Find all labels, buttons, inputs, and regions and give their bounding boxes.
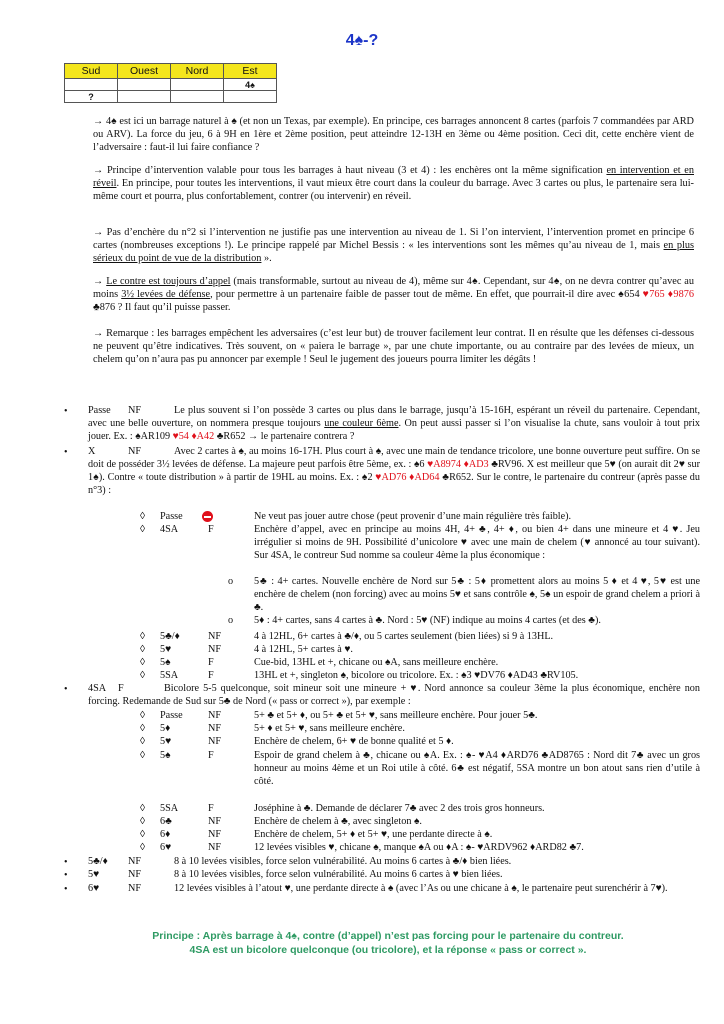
text: ♣RV96. X est meilleur que 5♥ (on aurait dit 2♥ sur 1♠). Contre « toute distribution » à partir de 19HL au moins. Ex. : ♠2 [88,459,700,483]
bid: 5SA [160,803,179,814]
auction-table [64,63,277,103]
response-type: F [208,524,214,535]
text: ». [261,253,272,265]
response-type: NF [128,869,142,880]
red-suit-text: ♥54 ♦A42 [172,431,215,442]
header-ouest: Ouest [118,64,171,79]
item-text: Bicolore 5-5 quelconque, soit mineur soit une mineure + ♥. Nord annonce sa couleur 3ème la plus économique, enchère non forcing. Redemande de Sud sur 5♣ de Nord (« pass or correct »), par exemple : [88,683,700,707]
text: → Principe d’intervention valable pour tous les barrages à haut niveau (3 et 4) : les enchères ont la même signification [93,165,607,176]
response-type: NF [208,710,222,721]
page-title: 4♠-? [345,32,379,49]
cell [224,91,277,103]
diamond-marker: ◊ [140,670,146,681]
bid: 6♥ [88,883,100,894]
paragraph-5: → Remarque : les barrages empêchent les adversaires (c’est leur but) de trouver facilement leur contrat. Il en résulte que les défenses ci-dessous ne peuvent qu’être indicatives. Très souvent, on « paiera le barrage », par une chute importante, ou au contraire par des levées de mieux, un chelem qu’on n’aura pas pu annoncer par exemple ! Seul le jugement des joueurs pourra limiter les dégâts ! [93,328,694,366]
response-type: F [208,670,214,681]
underlined-text: 3½ levées de défense [121,289,211,301]
cell [65,79,118,91]
item-text: 4 à 12HL, 6+ cartes à ♣/♦, ou 5 cartes seulement (bien liées) si 9 à 13HL. [254,631,554,642]
bid: 5♠ [160,657,171,668]
item-text: Enchère de chelem, 6+ ♥ de bonne qualité et 5 ♦. [254,736,454,747]
response-type: NF [208,829,222,840]
item-text: 8 à 10 levées visibles, force selon vulnérabilité. Au moins 6 cartes à ♥ bien liées. [174,869,503,880]
bid: Passe [160,710,183,721]
cell-sud-question: ? [65,91,118,103]
bid: 5♣/♦ [160,631,180,642]
cell [171,91,224,103]
diamond-marker: ◊ [140,736,146,747]
underlined-text: une couleur 6ème [324,418,399,429]
principle-line-1: Principe : Après barrage à 4♠, contre (d’appel) n’est pas forcing pour le partenaire du contreur. [152,930,624,942]
item-text: 5♦ : 4+ cartes, sans 4 cartes à ♣. Nord : 5♥ (NF) indique au moins 4 cartes (et des ♣). [254,615,601,626]
bid: 5♥ [160,644,172,655]
diamond-marker: ◊ [140,524,146,535]
bid: Passe [160,511,183,522]
diamond-marker: ◊ [140,710,146,721]
text: ♣R652. Sur le contre, le partenaire du contreur (après passe du n°3) : [88,472,700,496]
text: Avec 2 cartes à ♠, au moins 16-17H. Plus court à ♠, avec une main de tendance tricolore, une bonne ouverture peut suffire. On se doit de posséder 3½ levées de défense. La majeure peut parfois être 5ème, ex. : ♠6 [88,446,700,470]
circle-marker: o [228,615,234,626]
response-type: NF [128,856,142,867]
red-suit-text: ♥AD76 ♦AD64 [375,472,440,483]
text: , pour permettre à un partenaire faible de passer tout de même. En effet, que pourrait-il dire avec ♠654 [210,289,643,301]
item-text: 12 levées visibles à l’atout ♥, une perdante directe à ♠ (avec l’As ou une chicane à ♠, le partenaire peut surenchérir à 7♥). [174,883,668,894]
text: ♣R652 → le partenaire contrera ? [214,431,355,442]
text: Le plus souvent si l’on possède 3 cartes ou plus dans le barrage, jusqu’à 15-16H, espérant un réveil du partenaire. Cependant, avec une belle ouverture, on nommera presque toujours [88,405,700,429]
diamond-marker: ◊ [140,657,146,668]
response-type: NF [208,644,222,655]
bid: 5♠ [160,750,171,761]
item-text: 13HL et +, singleton ♠, bicolore ou tricolore. Ex. : ♠3 ♥DV76 ♦AD43 ♣RV105. [254,670,579,681]
paragraph-1: → 4♠ est ici un barrage naturel à ♠ (et non un Texas, par exemple). En principe, ces barrages annoncent 8 cartes (parfois 7 commandées par ARD ou ARV). La force du jeu, 6 à 9H en 1ère et 2ème position, peut atteindre 12-13H en 3ème ou 4ème position. Ceci dit, cette enchère vient de l’adversaire : faut-il lui faire confiance ? [93,116,694,154]
cell-est-bid: 4♠ [224,79,277,91]
item-text [88,445,700,497]
item-text: Joséphine à ♣. Demande de déclarer 7♣ avec 2 des trois gros honneurs. [254,803,545,814]
response-type: NF [208,842,222,853]
diamond-marker: ◊ [140,842,146,853]
bid: 5♥ [88,869,100,880]
text: (mais transformable, surtout au niveau de 4), même sur 4♠. Cependant, sur 4♠, on ne devra contrer qu’avec au moins [93,276,695,301]
text: → [93,276,107,287]
response-type: NF [208,631,222,642]
paragraph-2 [93,164,694,204]
diamond-marker: ◊ [140,631,146,642]
diamond-marker: ◊ [140,723,146,734]
bid: X [88,446,96,457]
red-suit-text: ♥765 ♦9876 [642,289,695,301]
header-est: Est [224,64,277,79]
response-type: F [208,803,214,814]
bullet: • [64,684,68,695]
response-type: F [208,750,214,761]
bid: Passe [88,405,111,416]
principle-line-2: 4SA est un bicolore quelconque (ou tricolore), et la réponse « pass or correct ». [189,944,587,956]
response-type: NF [208,736,222,747]
item-text [88,404,700,443]
item-text: 5♣ : 4+ cartes. Nouvelle enchère de Nord sur 5♣ : 5♦ promettent alors au moins 5 ♦ et 4 ♥, 5♥ est une enchère de chelem (non forcing) avec au moins 5♥ et sans contrôle ♠, 5♠ un espoir de grand chelem a priori à ♣. [254,576,700,613]
principle-box [64,929,712,957]
bid: 5♥ [160,736,172,747]
item-text: Ne veut pas jouer autre chose (peut provenir d’une main régulière très faible). [254,511,572,522]
underlined-text: en intervention et en réveil [93,165,694,190]
item-text: Enchère d’appel, avec en principe au moins 4H, 4+ ♣, 4+ ♦, ou bien 4+ dans une mineure et 4 ♥. Jeu irrégulier si moins de 9H. Possibilité d’unicolore ♥ avec une main de chelem (♥ annoncé au tour suivant). Sur 4SA, le contreur Sud nomme sa couleur 4ème la plus économique : [254,524,700,561]
circle-marker: o [228,576,234,587]
bid: 6♦ [160,829,171,840]
bid: 6♣ [160,816,172,827]
bid: 5♣/♦ [88,856,108,867]
text: . On peut aussi passer si l’on visualise la chute, sans vouloir à tout prix jouer. Ex. : ♠AR109 [88,418,700,442]
underlined-text: Le contre est toujours d’appel [106,276,231,287]
bid: 5♦ [160,723,171,734]
item-text: 12 levées visibles ♥, chicane ♠, manque ♠A ou ♦A : ♠- ♥ARDV962 ♦ARD82 ♣7. [254,842,584,853]
bullet: • [64,870,68,881]
header-sud: Sud [65,64,118,79]
text: ♣876 ? Il faut qu’il puisse passer. [93,302,231,314]
text: → Pas d’enchère du n°2 si l’intervention ne justifie pas une intervention au niveau de 1. Si l’on intervient, l’intervention promet en principe 6 cartes (nombreuses exceptions !). Le principe rappelé par Michel Bessis : « les interventions sont les mêmes qu’au niveau de 1, mais [93,227,694,252]
diamond-marker: ◊ [140,750,146,761]
bid: 4SA [160,524,179,535]
item-text: Cue-bid, 13HL et +, chicane ou ♠A, sans meilleure enchère. [254,657,499,668]
response-type: F [118,683,124,694]
cell [171,79,224,91]
header-nord: Nord [171,64,224,79]
text: . En principe, pour toutes les interventions, il vaut mieux être court dans la couleur du barrage. Avec 3 cartes ou plus, le partenaire sera lui-même court et pourra, plus confortablement, contrer (ou intervenir) en réveil. [93,178,694,203]
response-type: NF [128,883,142,894]
bid: 4SA [88,683,107,694]
bullet: • [64,447,68,458]
red-suit-text: ♥A8974 ♦AD3 [427,459,489,470]
response-type: F [208,657,214,668]
bullet: • [64,406,68,417]
diamond-marker: ◊ [140,644,146,655]
bid: 5SA [160,670,179,681]
paragraph-3 [93,226,694,266]
item-text: Enchère de chelem à ♣, avec singleton ♠. [254,816,422,827]
item-text: Enchère de chelem, 5+ ♦ et 5+ ♥, une perdante directe à ♠. [254,829,493,840]
response-type: NF [208,723,222,734]
diamond-marker: ◊ [140,803,146,814]
response-type: NF [128,405,142,416]
item-text: 8 à 10 levées visibles, force selon vulnérabilité. Au moins 6 cartes à ♣/♦ bien liées. [174,856,512,867]
item-text: 5+ ♦ et 5+ ♥, sans meilleure enchère. [254,723,405,734]
bid: 6♥ [160,842,172,853]
diamond-marker: ◊ [140,816,146,827]
response-type: NF [128,446,142,457]
item-text: Espoir de grand chelem à ♣, chicane ou ♠A. Ex. : ♠- ♥A4 ♦ARD76 ♣AD8765 : Nord dit 7♣ avec un gros honneur au moins 4ème et un Roi utile à côté. 6♣ est négatif, 5SA montre un bon atout sans rien d’utile à côté. [254,750,700,787]
item-text: 4 à 12HL, 5+ cartes à ♥. [254,644,353,655]
bullet: • [64,857,68,868]
cell [118,79,171,91]
diamond-marker: ◊ [140,511,146,522]
diamond-marker: ◊ [140,829,146,840]
underlined-text: en plus sérieux du point de vue de la distribution [93,240,694,265]
bullet: • [64,884,68,895]
cell [118,91,171,103]
response-type: NF [208,816,222,827]
item-text: 5+ ♣ et 5+ ♦, ou 5+ ♣ et 5+ ♥, sans meilleure enchère. Pour jouer 5♣. [254,710,538,721]
paragraph-4 [93,275,694,315]
